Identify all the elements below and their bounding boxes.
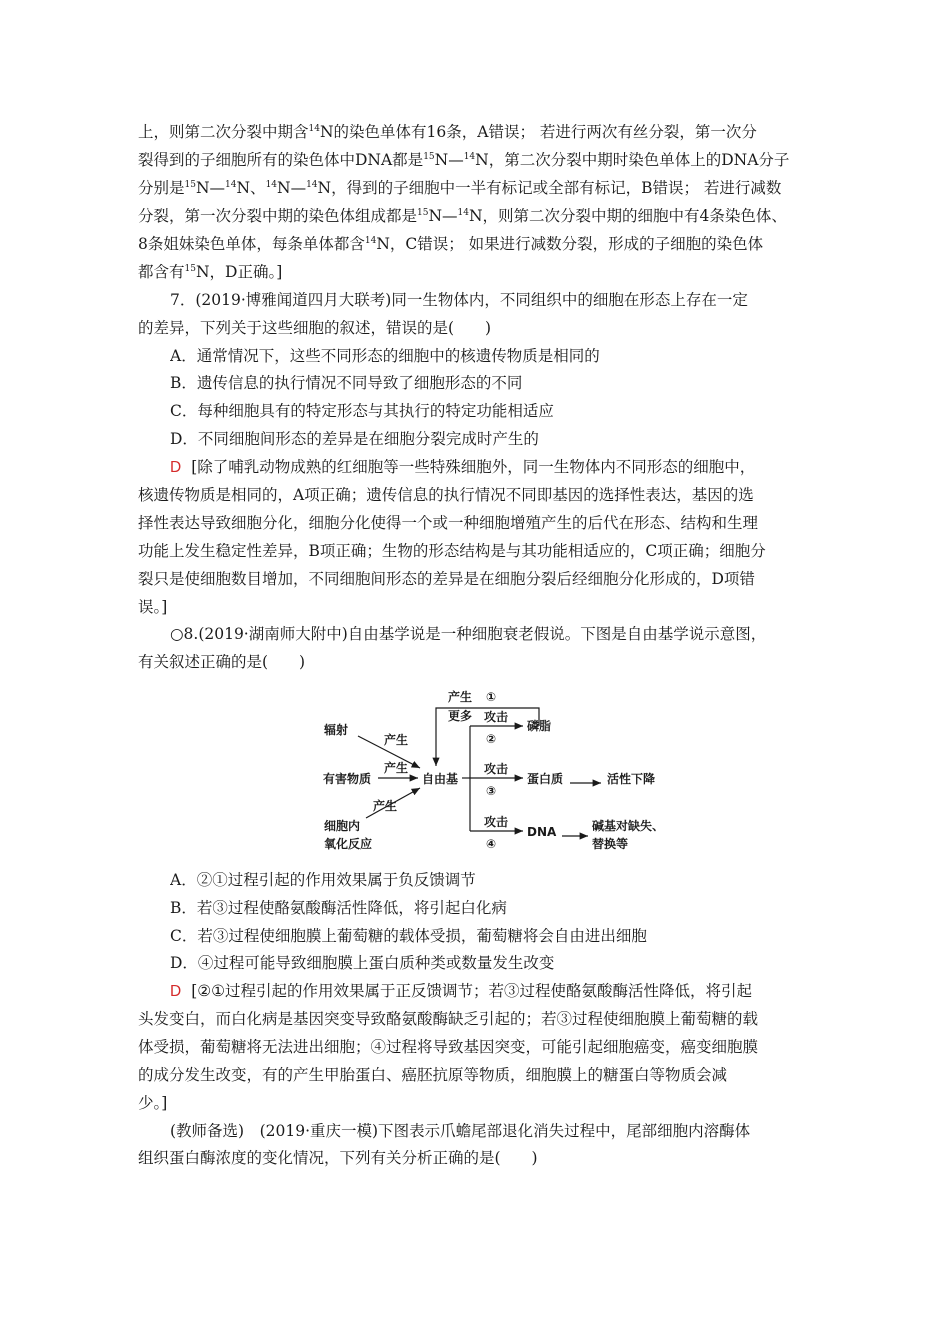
q8-stem: 有关叙述正确的是( ) [138, 653, 306, 671]
label-phospholipid: 磷脂 [527, 719, 552, 733]
label-produce: 产生 [448, 690, 473, 704]
label-free-radical: 自由基 [422, 772, 459, 786]
prev-explanation-line: 裂得到的子细胞所有的染色体中DNA都是$^{15}$N—$^{14}$N，第二次分裂中期时染色单体上的DNA分子 [138, 151, 790, 169]
q8-answer: D [170, 983, 182, 1000]
label-cell-1: 细胞内 [324, 819, 361, 833]
q9-stem: 组织蛋白酶浓度的变化情况，下列有关分析正确的是( ) [138, 1149, 538, 1167]
q8-option-a: A．②①过程引起的作用效果属于负反馈调节 [170, 871, 476, 889]
q7-explanation: 误。] [138, 598, 168, 616]
q8-explanation: 的成分发生改变，有的产生甲胎蛋白、癌胚抗原等物质，细胞膜上的糖蛋白等物质会减 [138, 1066, 728, 1084]
q8-explanation: D [②①过程引起的作用效果属于正反馈调节；若③过程使酪氨酸酶活性降低，将引起 [170, 982, 753, 1000]
label-num-1: ① [486, 690, 497, 704]
label-produce: 产生 [373, 799, 398, 813]
label-base-1: 碱基对缺失、 [592, 819, 665, 833]
label-produce: 产生 [384, 761, 409, 775]
q7-explanation: 功能上发生稳定性差异，B项正确；生物的形态结构是与其功能相适应的，C项正确；细胞分 [138, 542, 766, 560]
prev-explanation-line: 分别是$^{15}$N—$^{14}$N、$^{14}$N—$^{14}$N，得到的子细胞中一半有标记或全部有标记，B错误； 若进行减数 [138, 179, 782, 197]
q7-option-b: B．遗传信息的执行情况不同导致了细胞形态的不同 [170, 374, 523, 392]
label-cell-2: 氧化反应 [324, 837, 373, 851]
q7-explanation: 裂只是使细胞数目增加，不同细胞间形态的差异是在细胞分裂后经细胞分化形成的，D项错 [138, 570, 755, 588]
q7-option-d: D．不同细胞间形态的差异是在细胞分裂完成时产生的 [170, 430, 539, 448]
label-activity-down: 活性下降 [607, 772, 656, 786]
label-harmful: 有害物质 [323, 772, 372, 786]
label-num-2: ② [486, 732, 497, 746]
q8-stem: ○8.(2019·湖南师大附中)自由基学说是一种细胞衰老假说。下图是自由基学说示意图， [170, 625, 767, 643]
label-attack: 攻击 [484, 815, 509, 829]
q8-option-d: D．④过程可能导致细胞膜上蛋白质种类或数量发生改变 [170, 954, 555, 972]
prev-explanation-line: 8条姐妹染色单体，每条单体都含$^{14}$N，C错误； 如果进行减数分裂，形成的子细胞的染色体 [138, 235, 764, 253]
q7-answer: D [170, 459, 182, 476]
label-attack: 攻击 [484, 710, 509, 724]
q8-explanation: 头发变白，而白化病是基因突变导致酪氨酸酶缺乏引起的；若③过程使细胞膜上葡萄糖的载 [138, 1010, 759, 1028]
q8-option-c: C．若③过程使细胞膜上葡萄糖的载体受损，葡萄糖将会自由进出细胞 [170, 927, 647, 945]
label-protein: 蛋白质 [527, 772, 564, 786]
q7-explanation: 核遗传物质是相同的，A项正确；遗传信息的执行情况不同即基因的选择性表达，基因的选 [138, 486, 754, 504]
label-base-2: 替换等 [592, 837, 629, 851]
free-radical-diagram [318, 686, 678, 858]
prev-explanation-line: 都含有$^{15}$N，D正确。] [138, 263, 283, 281]
q7-option-c: C．每种细胞具有的特定形态与其执行的特定功能相适应 [170, 402, 554, 420]
q8-explanation: 少。] [138, 1094, 168, 1112]
label-radiation: 辐射 [324, 723, 349, 737]
label-num-4: ④ [486, 837, 497, 851]
label-dna: DNA [527, 825, 557, 839]
q7-explanation: D [除了哺乳动物成熟的红细胞等一些特殊细胞外，同一生物体内不同形态的细胞中， [170, 458, 756, 476]
label-more: 更多 [448, 709, 473, 723]
q7-stem: 的差异，下列关于这些细胞的叙述，错误的是( ) [138, 319, 492, 337]
q7-explanation: 择性表达导致细胞分化，细胞分化使得一个或一种细胞增殖产生的后代在形态、结构和生理 [138, 514, 759, 532]
label-num-3: ③ [486, 784, 497, 798]
q7-stem: 7．(2019·博雅闻道四月大联考)同一生物体内，不同组织中的细胞在形态上存在一定 [170, 291, 748, 309]
q9-stem: (教师备选) (2019·重庆一模)下图表示爪蟾尾部退化消失过程中，尾部细胞内溶酶体 [170, 1122, 751, 1140]
prev-explanation-line: 分裂，第一次分裂中期的染色体组成都是$^{15}$N—$^{14}$N，则第二次分裂中期的细胞中有4条染色体、 [138, 207, 787, 225]
q7-option-a: A．通常情况下，这些不同形态的细胞中的核遗传物质是相同的 [170, 347, 600, 365]
prev-explanation-line: 上，则第二次分裂中期含$^{14}$N的染色单体有16条，A错误； 若进行两次有丝分裂，第一次分 [138, 123, 757, 141]
q8-option-b: B．若③过程使酪氨酸酶活性降低，将引起白化病 [170, 899, 507, 917]
q8-explanation: 体受损，葡萄糖将无法进出细胞；④过程将导致基因突变，可能引起细胞癌变，癌变细胞膜 [138, 1038, 759, 1056]
label-produce: 产生 [384, 733, 409, 747]
label-attack: 攻击 [484, 762, 509, 776]
